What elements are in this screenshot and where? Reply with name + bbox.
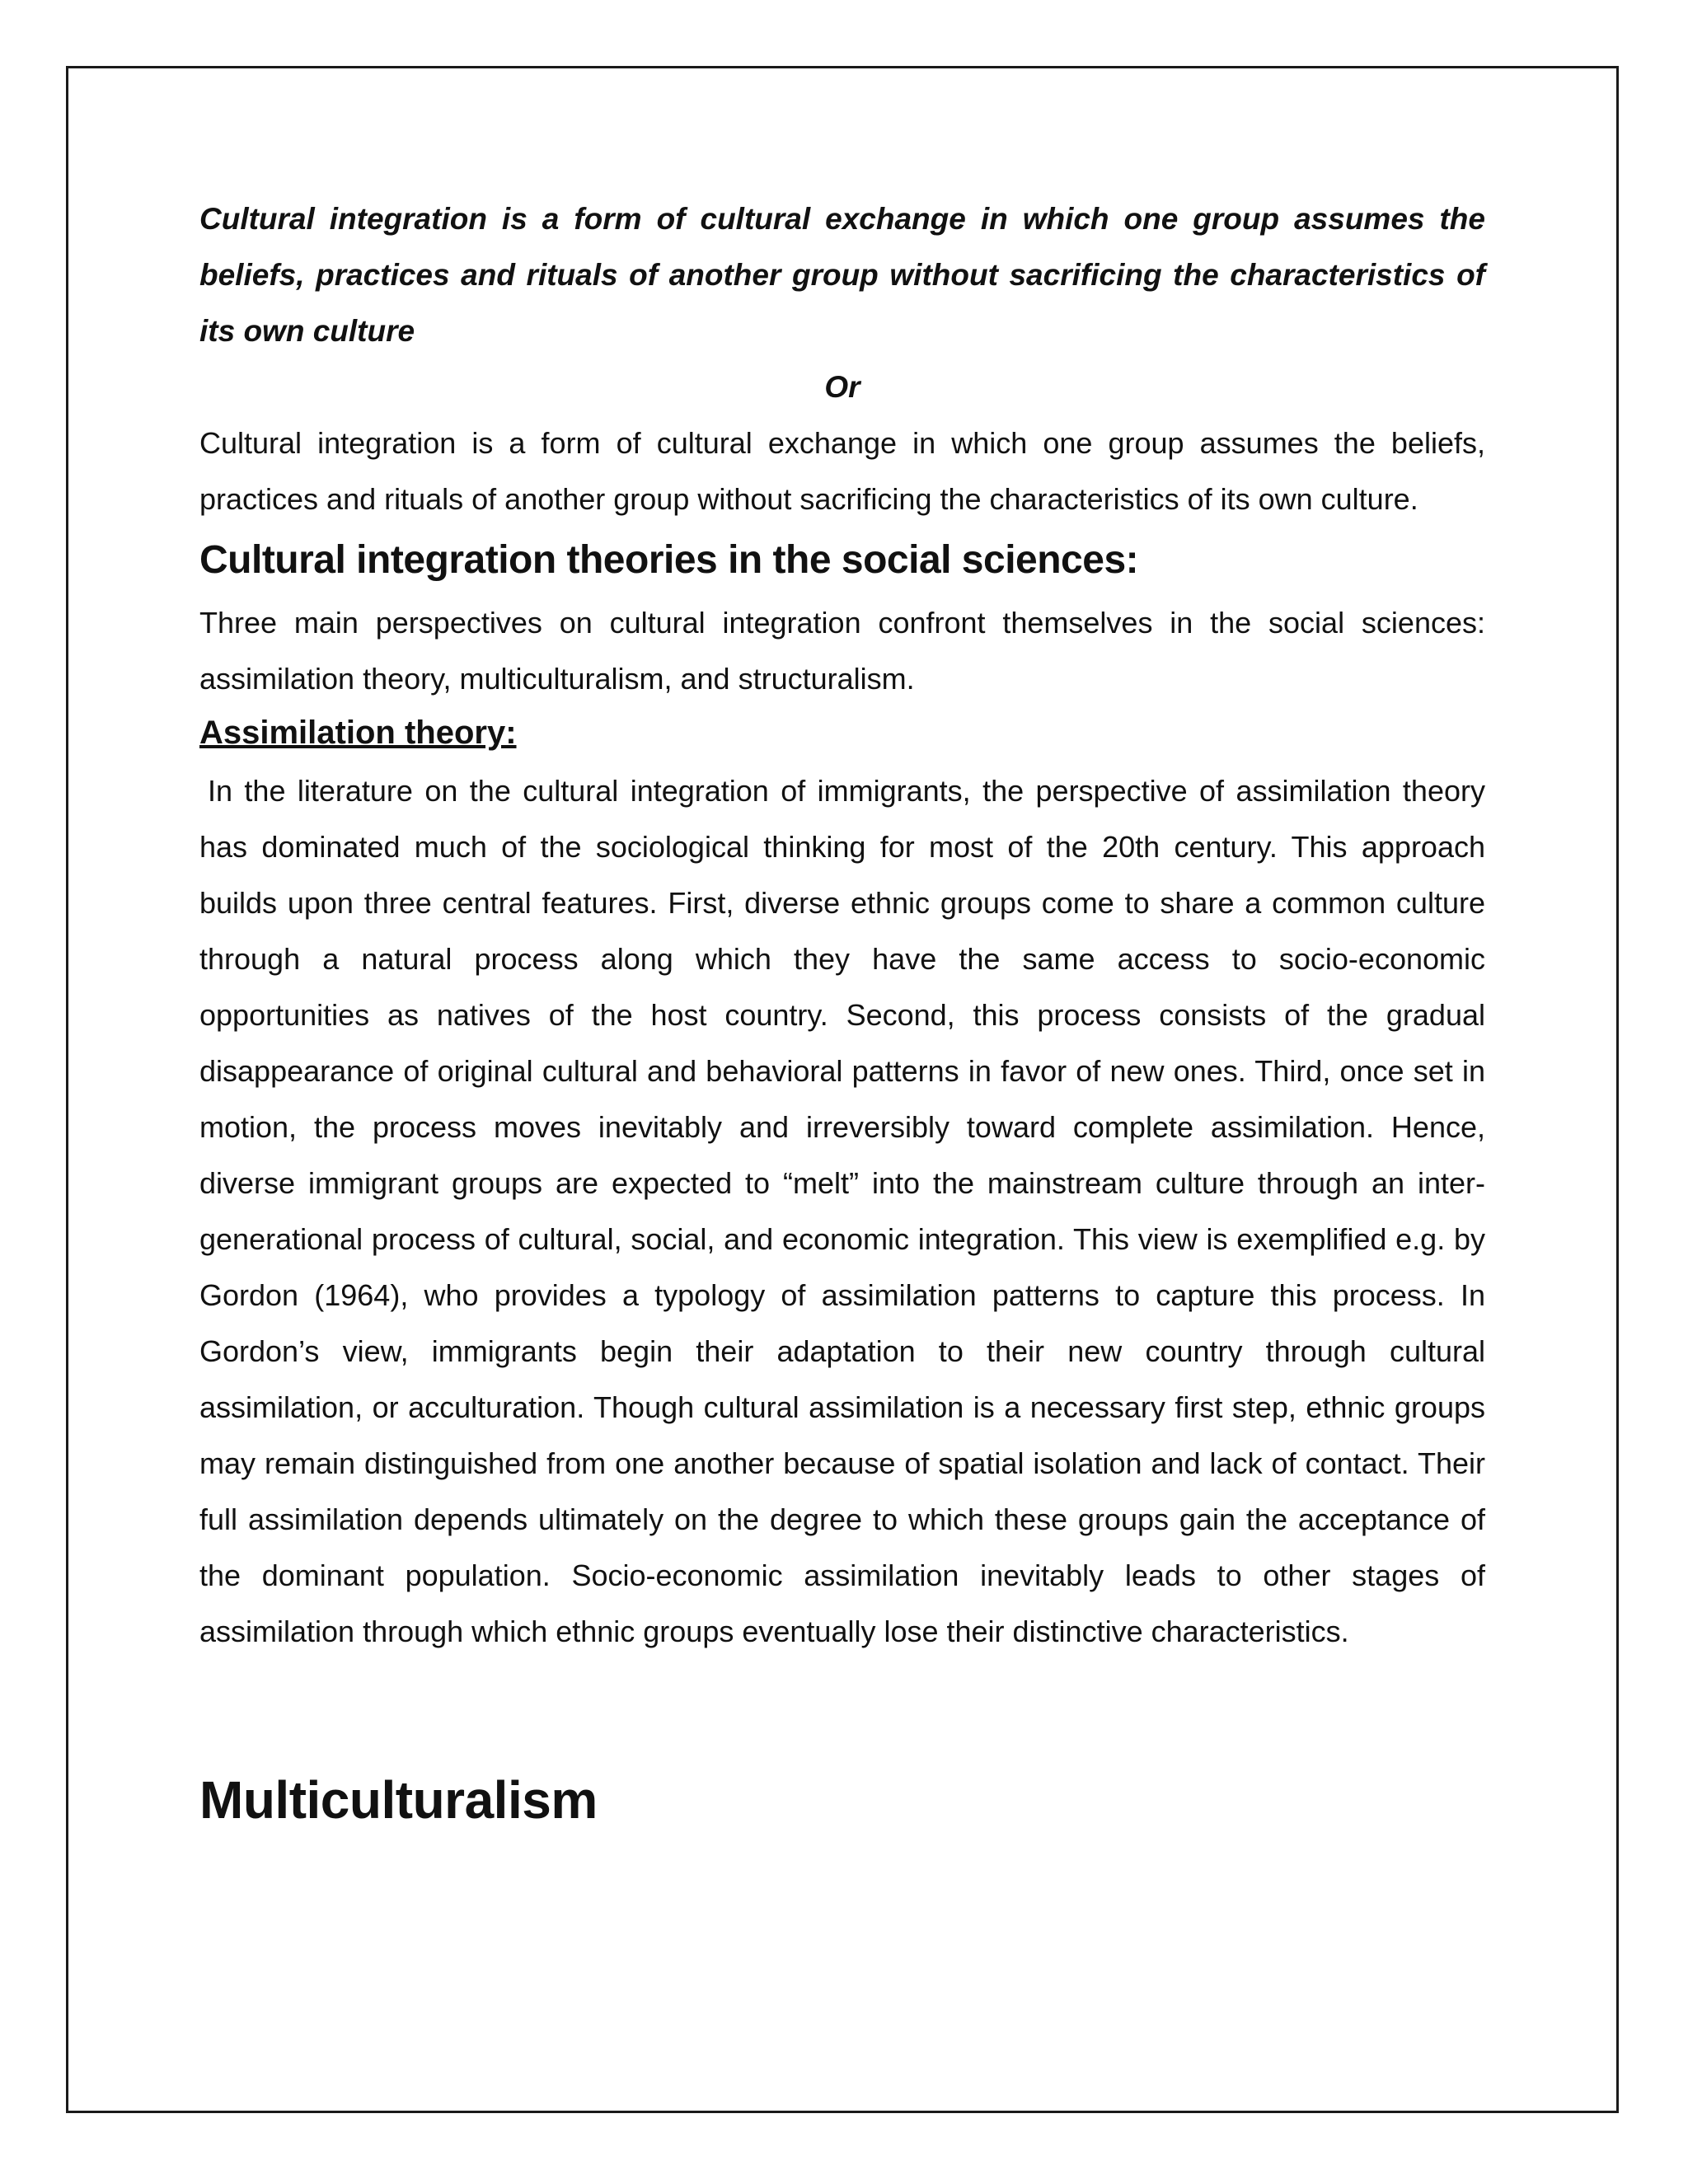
theories-intro: Three main perspectives on cultural integration confront themselves in the social sciences: assimilation theory, multiculturalism, and structuralism. <box>199 606 1485 696</box>
theories-heading: Cultural integration theories in the social sciences: <box>199 538 1139 582</box>
definition-italic: Cultural integration is a form of cultural exchange in which one group assumes the beliefs, practices and rituals of another group without sacrificing the characteristics of its own culture <box>199 202 1485 348</box>
document-content <box>199 191 1485 1833</box>
definition-plain: Cultural integration is a form of cultural exchange in which one group assumes the beliefs, practices and rituals of another group without sacrificing the characteristics of its own culture. <box>199 426 1485 516</box>
multiculturalism-heading: Multiculturalism <box>199 1770 598 1830</box>
assimilation-body: In the literature on the cultural integration of immigrants, the perspective of assimilation theory has dominated much of the sociological thinking for most of the 20th century. This approach builds upon three central features. First, diverse ethnic groups come to share a common culture through a natural process along which they have the same access to socio-economic opportunities as natives of the host country. Second, this process consists of the gradual disappearance of original cultural and behavioral patterns in favor of new ones. Third, once set in motion, the process moves inevitably and irreversibly toward complete assimilation. Hence, diverse immigrant groups are expected to “melt” into the mainstream culture through an inter-generational process of cultural, social, and economic integration. This view is exemplified e.g. by Gordon (1964), who provides a typology of assimilation patterns to capture this process. In Gordon’s view, immigrants begin their adaptation to their new country through cultural assimilation, or acculturation. Though cultural assimilation is a necessary first step, ethnic groups may remain distinguished from one another because of spatial isolation and lack of contact. Their full assimilation depends ultimately on the degree to which these groups gain the acceptance of the dominant population. Socio-economic assimilation inevitably leads to other stages of assimilation through which ethnic groups eventually lose their distinctive characteristics. <box>199 774 1485 1648</box>
or-separator: Or <box>824 370 860 404</box>
assimilation-heading: Assimilation theory: <box>199 715 517 751</box>
